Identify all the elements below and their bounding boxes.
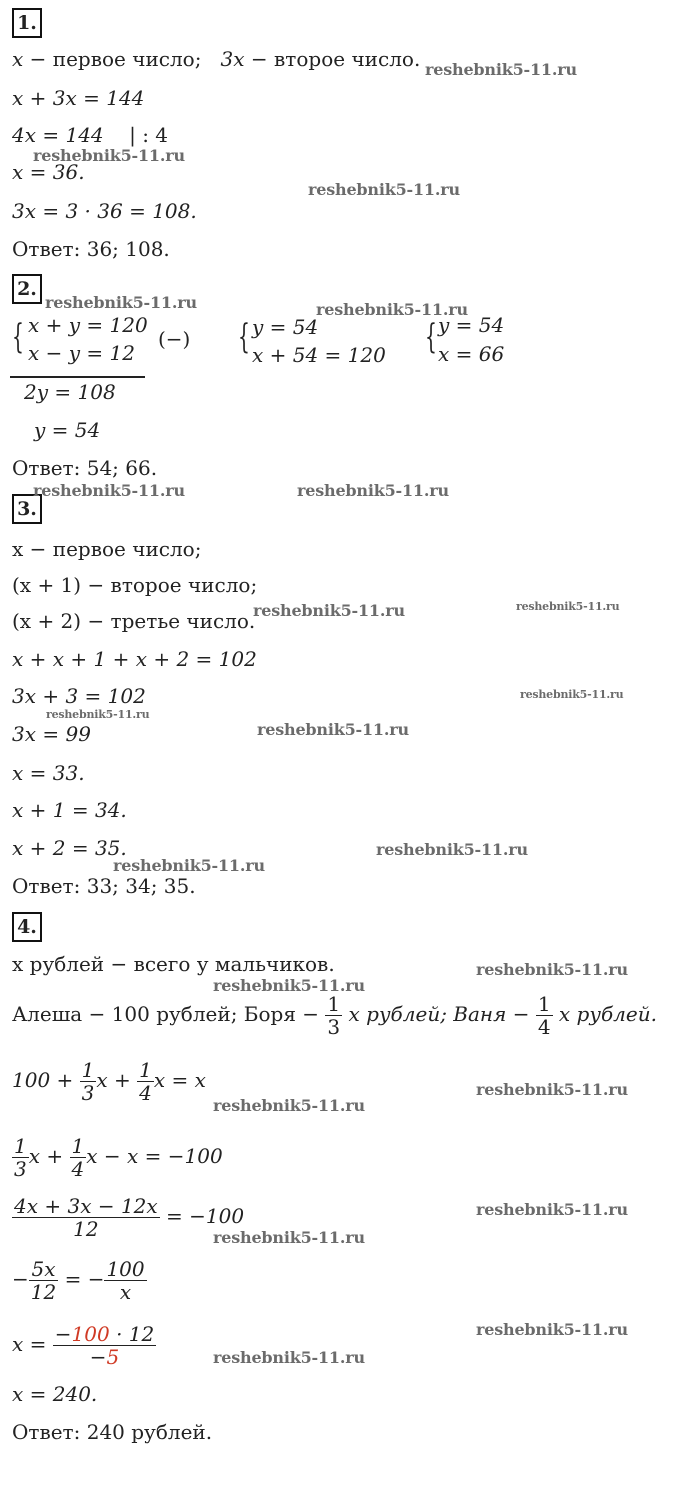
problem-number-1: 1. xyxy=(12,8,42,38)
p3-line-7: x = 33. xyxy=(12,761,85,785)
fraction-one-third-c: $\frac{1}{3}$ xyxy=(14,1134,27,1181)
watermark: reshebnik5-11.ru xyxy=(253,601,405,620)
p2-sum: 2y = 108 xyxy=(24,380,116,404)
p4-line-5: $\frac{4x + 3x - 12x}{12}$ = −100 xyxy=(14,1194,245,1241)
brace-2: { xyxy=(238,317,250,357)
p2-subtract-op: (−) xyxy=(158,327,191,351)
p4-line-8: x = 240. xyxy=(12,1382,98,1406)
watermark: reshebnik5-11.ru xyxy=(45,293,197,312)
watermark: reshebnik5-11.ru xyxy=(297,481,449,500)
p2-system2-row1: y = 54 xyxy=(252,315,319,339)
p2-answer: Ответ: 54; 66. xyxy=(12,456,158,480)
p2-system1-row1: x + y = 120 xyxy=(28,313,148,337)
p2-system3-row2: x = 66 xyxy=(438,342,505,366)
p3-line-4: x + x + 1 + x + 2 = 102 xyxy=(12,647,257,671)
watermark: reshebnik5-11.ru xyxy=(46,708,150,721)
watermark: reshebnik5-11.ru xyxy=(516,600,620,613)
p2-system3-row1: y = 54 xyxy=(438,313,505,337)
fraction-one-third: $\frac{1}{3}$ xyxy=(327,992,341,1039)
fraction-one-third-b: $\frac{1}{3}$ xyxy=(81,1058,95,1105)
watermark: reshebnik5-11.ru xyxy=(213,1348,365,1367)
p2-y-value: y = 54 xyxy=(34,418,101,442)
p3-line-1: x − первое число; xyxy=(12,537,202,561)
p1-line-2: x + 3x = 144 xyxy=(12,86,145,110)
watermark: reshebnik5-11.ru xyxy=(520,688,624,701)
watermark: reshebnik5-11.ru xyxy=(257,720,409,739)
p4-line-4: $\frac{1}{3}$ x + $\frac{1}{4}$ x − x = −100 xyxy=(14,1134,223,1181)
fraction-result: $\frac{-100 \cdot 12}{-5}$ xyxy=(54,1322,155,1369)
p1-line-3: 4x = 144 | : 4 xyxy=(12,123,169,147)
p3-line-9: x + 2 = 35. xyxy=(12,836,127,860)
p3-line-2: (x + 1) − второе число; xyxy=(12,573,258,597)
p1-answer: Ответ: 36; 108. xyxy=(12,237,170,261)
p3-line-3: (x + 2) − третье число. xyxy=(12,609,256,633)
problem-number-4: 4. xyxy=(12,912,42,942)
fraction-one-quarter-c: $\frac{1}{4}$ xyxy=(71,1134,85,1181)
watermark: reshebnik5-11.ru xyxy=(425,60,577,79)
watermark: reshebnik5-11.ru xyxy=(213,976,365,995)
p3-answer: Ответ: 33; 34; 35. xyxy=(12,874,196,898)
watermark: reshebnik5-11.ru xyxy=(316,300,468,319)
problem-number-2: 2. xyxy=(12,274,42,304)
p1-line-4: x = 36. xyxy=(12,160,85,184)
watermark: reshebnik5-11.ru xyxy=(113,856,265,875)
fraction-5x-12: $\frac{5x}{12}$ xyxy=(30,1257,57,1304)
brace-3: { xyxy=(425,317,437,357)
watermark: reshebnik5-11.ru xyxy=(376,840,528,859)
p3-line-8: x + 1 = 34. xyxy=(12,798,127,822)
p1-line-1: x − первое число; 3x − второе число. xyxy=(12,47,421,71)
p3-line-6: 3x = 99 xyxy=(12,722,91,746)
p4-line-6: − $\frac{5x}{12}$ = − $\frac{100}{x}$ xyxy=(12,1257,145,1304)
fraction-one-quarter: $\frac{1}{4}$ xyxy=(537,992,551,1039)
p4-line-3: 100 + $\frac{1}{3}$ x + $\frac{1}{4}$ x = x xyxy=(12,1058,206,1105)
watermark: reshebnik5-11.ru xyxy=(476,960,628,979)
p2-system2-row2: x + 54 = 120 xyxy=(252,343,386,367)
fraction-100-x: $\frac{100}{x}$ xyxy=(106,1257,145,1304)
watermark: reshebnik5-11.ru xyxy=(213,1096,365,1115)
watermark: reshebnik5-11.ru xyxy=(33,481,185,500)
p3-line-5: 3x + 3 = 102 xyxy=(12,684,146,708)
p4-line-2: Алеша − 100 рублей; Боря − $\frac{1}{3}$ x рублей; Ваня − $\frac{1}{4}$ x рублей. xyxy=(12,992,657,1039)
p1-line-5: 3x = 3 · 36 = 108. xyxy=(12,199,197,223)
watermark: reshebnik5-11.ru xyxy=(476,1200,628,1219)
problem-number-3: 3. xyxy=(12,494,42,524)
watermark: reshebnik5-11.ru xyxy=(476,1320,628,1339)
p4-line-7: x = $\frac{-100 \cdot 12}{-5}$ xyxy=(12,1322,155,1369)
watermark: reshebnik5-11.ru xyxy=(33,146,185,165)
p4-answer: Ответ: 240 рублей. xyxy=(12,1420,213,1444)
p2-system1-row2: x − y = 12 xyxy=(28,341,135,365)
watermark: reshebnik5-11.ru xyxy=(308,180,460,199)
brace-1: { xyxy=(12,317,24,357)
watermark: reshebnik5-11.ru xyxy=(476,1080,628,1099)
fraction-one-quarter-b: $\frac{1}{4}$ xyxy=(139,1058,152,1105)
watermark: reshebnik5-11.ru xyxy=(213,1228,365,1247)
p2-sum-line xyxy=(10,376,145,378)
p4-line-1: x рублей − всего у мальчиков. xyxy=(12,952,335,976)
fraction-combined: $\frac{4x + 3x - 12x}{12}$ xyxy=(14,1194,158,1241)
